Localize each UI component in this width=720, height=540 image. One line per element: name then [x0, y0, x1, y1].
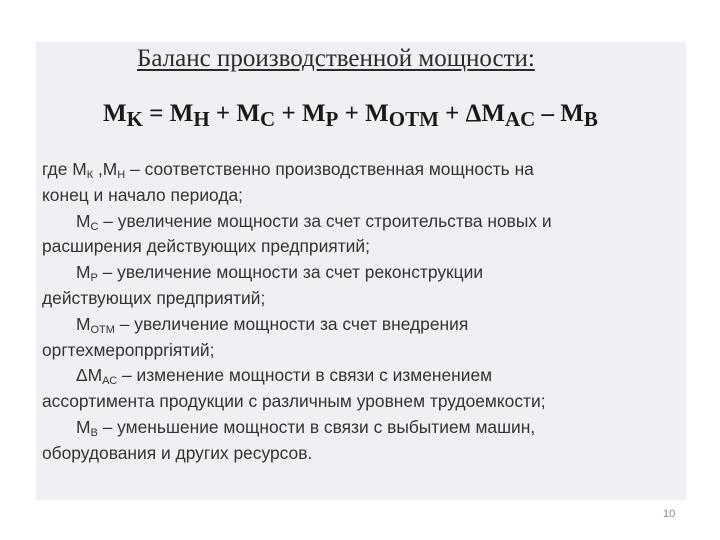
formula-equals: = — [142, 100, 170, 127]
definition-line: действующих предприятий; — [42, 287, 266, 308]
formula-term-ac: $\Delta M_{AC}$ — [465, 100, 536, 131]
slide-title: Баланс производственной мощности: — [137, 45, 535, 72]
definition-line: $М_Р$ – увеличение мощности за счет реконструкции — [76, 262, 484, 285]
definition-line: где $М_К$ $,М_Н$ – соответственно производственная мощность на — [42, 159, 534, 181]
definition-line: $М_С$ – увеличение мощности за счет строительства новых и — [76, 210, 552, 233]
formula-term-otm: $M_{OTM}$ — [365, 100, 439, 131]
definition-line: $\Delta М_{АС}$ – изменение мощности в связи с изменением — [76, 365, 493, 388]
definitions-list — [42, 157, 642, 467]
definition-line: оборудования и других ресурсов. — [42, 442, 313, 463]
formula-plus: + — [209, 100, 237, 127]
formula-minus: – — [535, 100, 561, 127]
definition-line: конец и начало периода; — [42, 184, 243, 205]
definition-line: $М_В$ – уменьшение мощности в связи с выбытием машин, — [76, 416, 536, 439]
formula-plus: + — [338, 100, 366, 127]
definition-line: оргтехмеропрpriятий; — [42, 339, 215, 360]
definition-line: ассортимента продукции с различным уровнем трудоемкости; — [42, 391, 546, 412]
definition-line: $М_{ОТМ}$ – увеличение мощности за счет внедрения — [76, 313, 469, 336]
page-number: 10 — [663, 508, 676, 520]
formula-term-c: $M_C$ — [236, 100, 276, 131]
formula-plus: + — [438, 100, 466, 127]
formula-lhs: $M_K$ — [103, 100, 143, 131]
formula-plus: + — [275, 100, 302, 127]
balance-formula — [103, 100, 598, 131]
formula-term-h: $M_H$ — [169, 100, 210, 131]
definition-line: расширения действующих предприятий; — [42, 236, 370, 257]
formula-term-p: $M_P$ — [301, 100, 339, 131]
formula-term-b: $M_B$ — [560, 100, 598, 131]
